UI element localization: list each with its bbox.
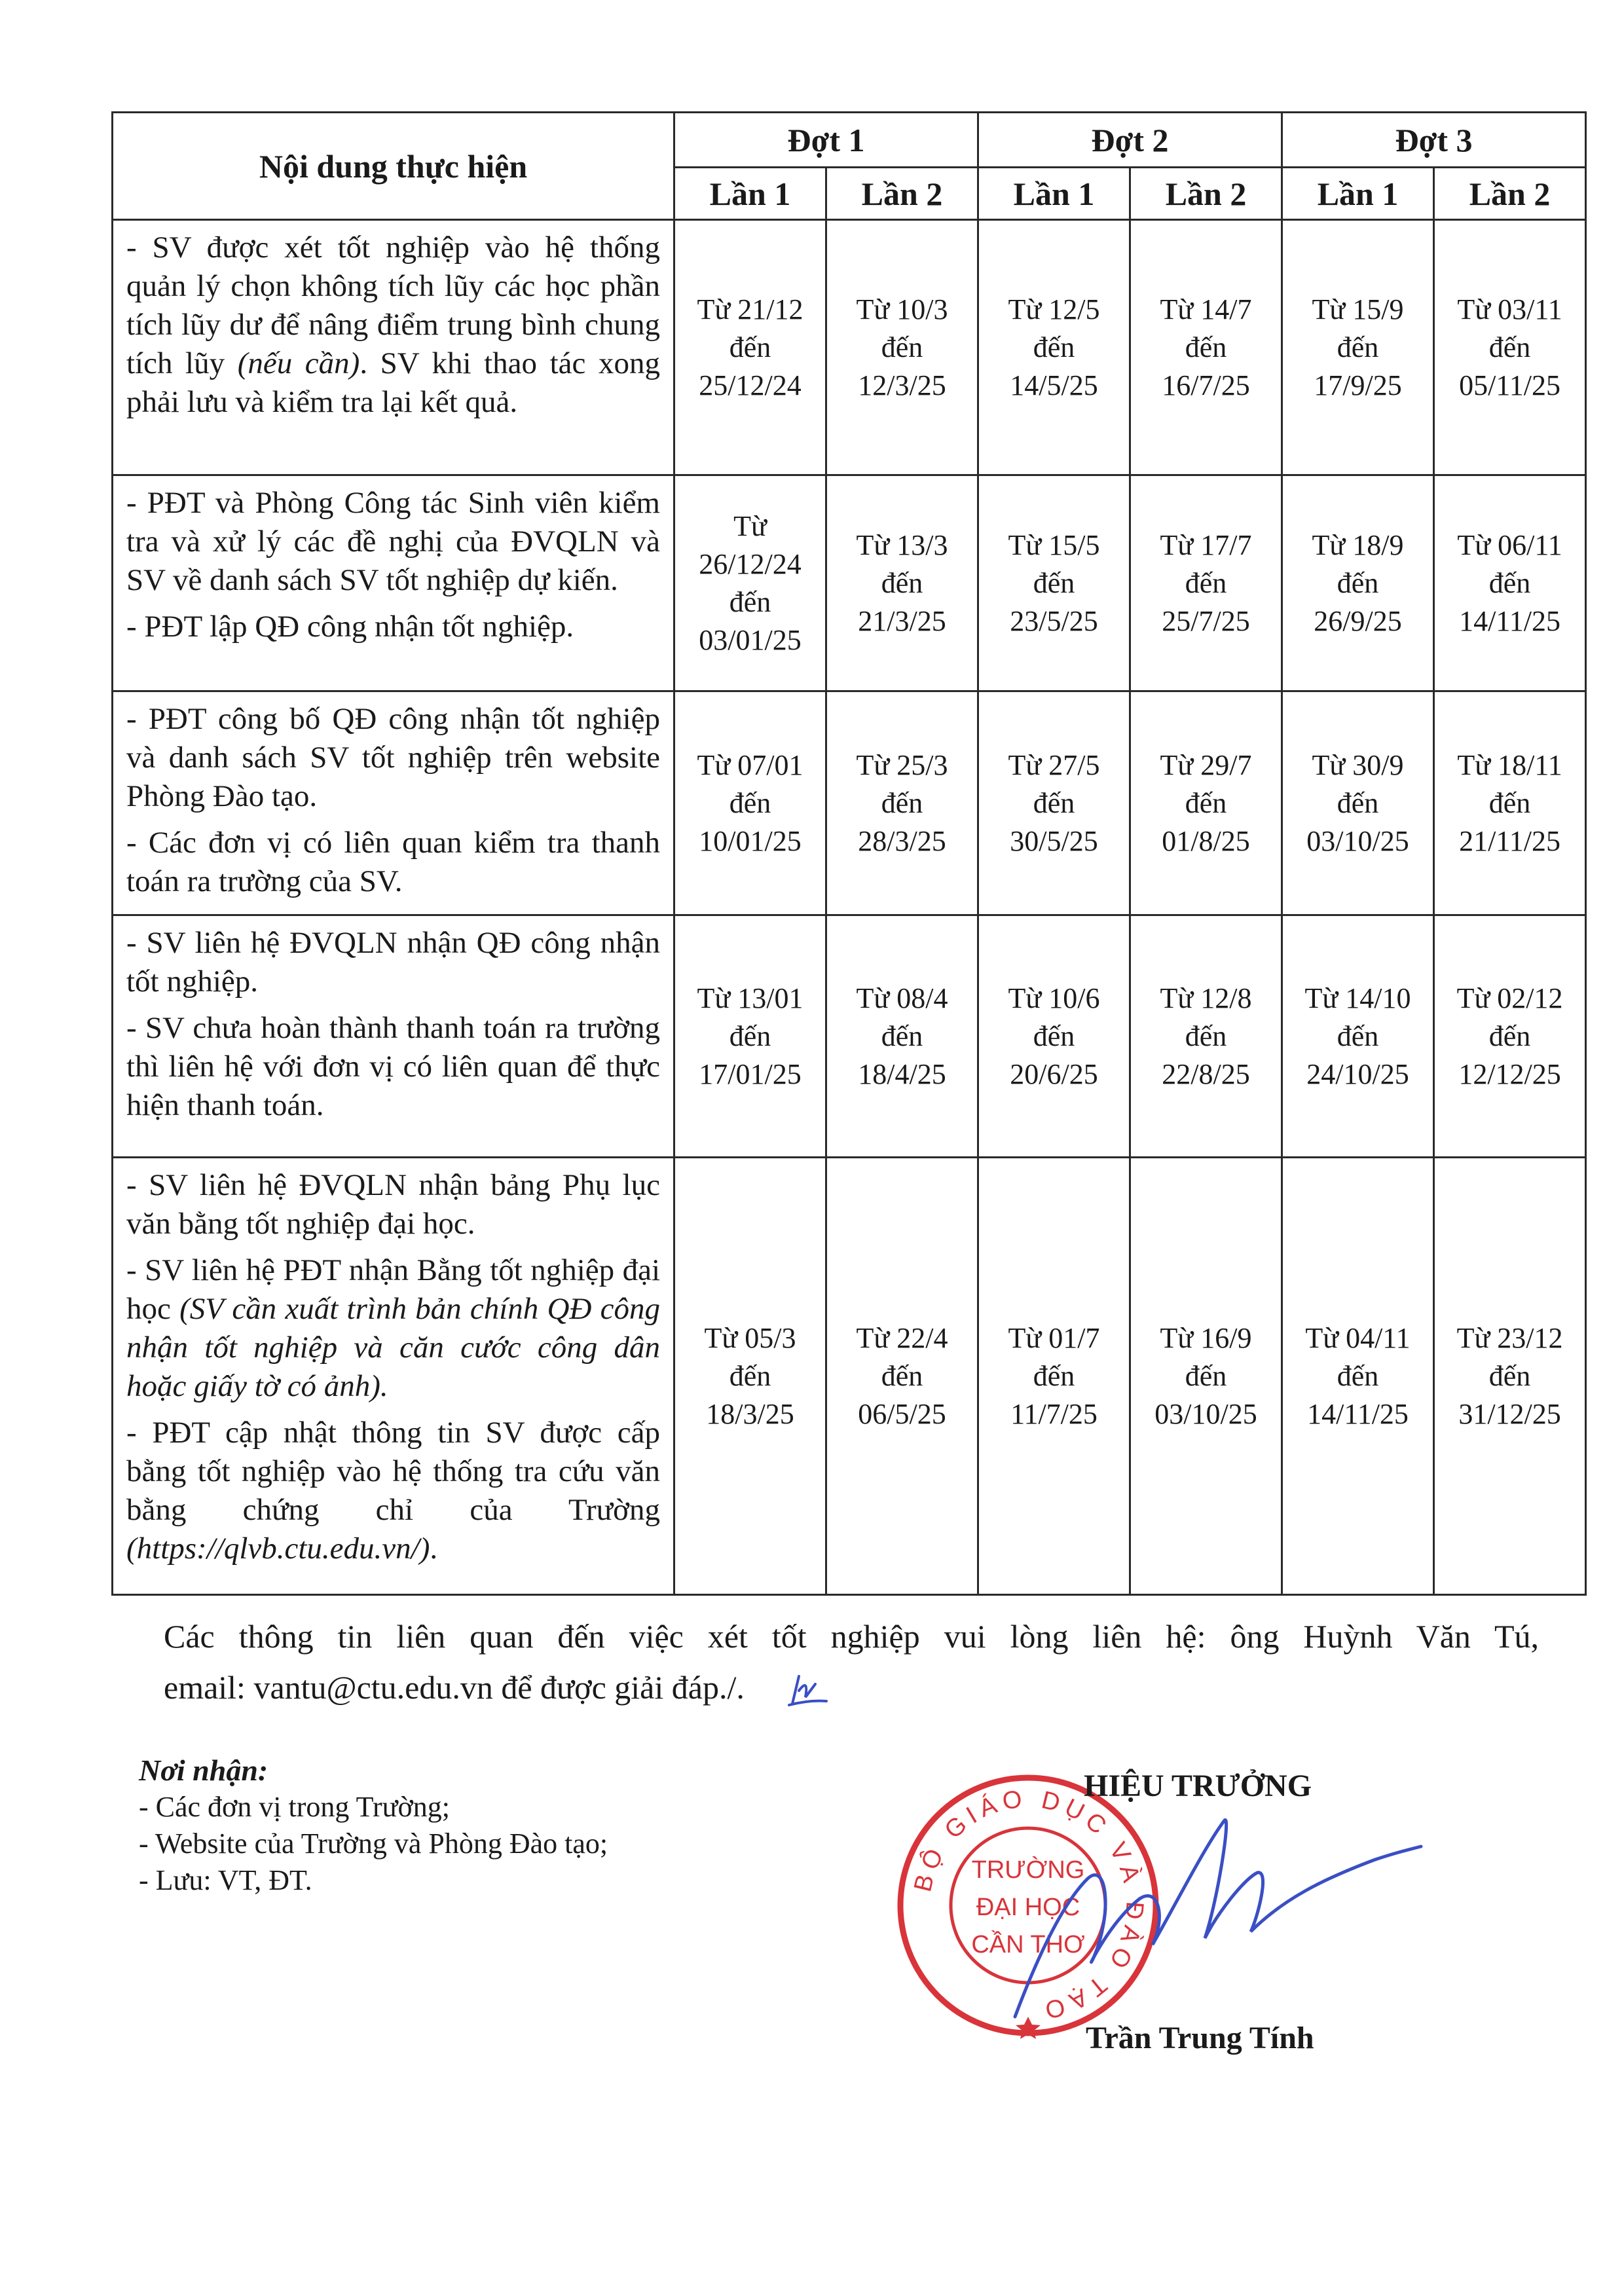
table-row <box>113 915 1586 1158</box>
date-cell: Từ 14/10 đến 24/10/25 <box>1282 915 1434 1158</box>
svg-text:BỘ GIÁO DỤC VÀ ĐÀO TẠO: BỘ GIÁO DỤC VÀ ĐÀO TẠO <box>909 1785 1149 2025</box>
round-header-3: Đợt 3 <box>1282 113 1586 168</box>
attempt-header: Lần 1 <box>674 168 826 220</box>
date-cell: Từ 21/12 đến 25/12/24 <box>674 220 826 475</box>
content-header: Nội dung thực hiện <box>113 113 674 220</box>
signer-name: Trần Trung Tính <box>1086 2021 1314 2055</box>
date-cell: Từ 23/12 đến 31/12/25 <box>1434 1158 1586 1595</box>
recipients-block <box>139 1752 608 1899</box>
table-row <box>113 475 1586 691</box>
task-description: - SV được xét tốt nghiệp vào hệ thống quản lý chọn không tích lũy các học phần tích lũy dư để nâng điểm trung bình chung tích lũy (nếu cần). SV khi thao tác xong phải lưu và kiểm tra lại kết quả. <box>113 220 674 475</box>
signer-title: HIỆU TRƯỞNG <box>1084 1769 1312 1803</box>
date-cell: Từ 16/9 đến 03/10/25 <box>1130 1158 1282 1595</box>
table-row <box>113 1158 1586 1595</box>
recipient-item: - Lưu: VT, ĐT. <box>139 1864 312 1896</box>
date-cell: Từ 08/4 đến 18/4/25 <box>826 915 978 1158</box>
date-cell: Từ 17/7 đến 25/7/25 <box>1130 475 1282 691</box>
svg-text:ĐẠI HỌC: ĐẠI HỌC <box>976 1894 1080 1921</box>
table-row <box>113 220 1586 475</box>
date-cell: Từ 06/11 đến 14/11/25 <box>1434 475 1586 691</box>
date-cell: Từ 12/8 đến 22/8/25 <box>1130 915 1282 1158</box>
task-description: - SV liên hệ ĐVQLN nhận QĐ công nhận tốt nghiệp. - SV chưa hoàn thành thanh toán ra trường thì liên hệ với đơn vị có liên quan để thực hiện thanh toán. <box>113 915 674 1158</box>
initials-mark <box>786 1671 832 1710</box>
contact-paragraph: Các thông tin liên quan đến việc xét tốt nghiệp vui lòng liên hệ: ông Huỳnh Văn Tú, <box>164 1618 1539 1655</box>
date-cell: Từ 10/3 đến 12/3/25 <box>826 220 978 475</box>
svg-text:TRƯỜNG: TRƯỜNG <box>971 1856 1085 1884</box>
handwritten-signature <box>1008 1807 1428 2023</box>
attempt-header: Lần 2 <box>826 168 978 220</box>
date-cell: Từ 14/7 đến 16/7/25 <box>1130 220 1282 475</box>
round-header-2: Đợt 2 <box>978 113 1282 168</box>
date-cell: Từ 10/6 đến 20/6/25 <box>978 915 1130 1158</box>
date-cell: Từ 29/7 đến 01/8/25 <box>1130 691 1282 915</box>
attempt-header: Lần 2 <box>1130 168 1282 220</box>
recipient-item: - Các đơn vị trong Trường; <box>139 1791 450 1823</box>
date-cell: Từ 05/3 đến 18/3/25 <box>674 1158 826 1595</box>
date-cell: Từ 27/5 đến 30/5/25 <box>978 691 1130 915</box>
round-header-1: Đợt 1 <box>674 113 978 168</box>
svg-text:CẦN THƠ: CẦN THƠ <box>971 1931 1085 1958</box>
date-cell: Từ 07/01 đến 10/01/25 <box>674 691 826 915</box>
recipients-title: Nơi nhận: <box>139 1753 268 1787</box>
attempt-header: Lần 1 <box>978 168 1130 220</box>
date-cell: Từ 13/01 đến 17/01/25 <box>674 915 826 1158</box>
date-cell: Từ 15/9 đến 17/9/25 <box>1282 220 1434 475</box>
date-cell: Từ 13/3 đến 21/3/25 <box>826 475 978 691</box>
date-cell: Từ 18/11 đến 21/11/25 <box>1434 691 1586 915</box>
date-cell: Từ 02/12 đến 12/12/25 <box>1434 915 1586 1158</box>
task-description: - SV liên hệ ĐVQLN nhận bảng Phụ lục văn bằng tốt nghiệp đại học. - SV liên hệ PĐT nhận Bằng tốt nghiệp đại học (SV cần xuất trình bản chính QĐ công nhận tốt nghiệp và căn cước công dân hoặc giấy tờ có ảnh). - PĐT cập nhật thông tin SV được cấp bằng tốt nghiệp vào hệ thống tra cứu văn bằng chứng chỉ của Trường (https://qlvb.ctu.edu.vn/). <box>113 1158 674 1595</box>
date-cell: Từ 25/3 đến 28/3/25 <box>826 691 978 915</box>
date-cell: Từ 22/4 đến 06/5/25 <box>826 1158 978 1595</box>
date-cell: Từ 18/9 đến 26/9/25 <box>1282 475 1434 691</box>
date-cell: Từ 03/11 đến 05/11/25 <box>1434 220 1586 475</box>
table-row <box>113 691 1586 915</box>
attempt-header: Lần 1 <box>1282 168 1434 220</box>
date-cell: Từ 12/5 đến 14/5/25 <box>978 220 1130 475</box>
task-description: - PĐT và Phòng Công tác Sinh viên kiểm tra và xử lý các đề nghị của ĐVQLN và SV về danh sách SV tốt nghiệp dự kiến. - PĐT lập QĐ công nhận tốt nghiệp. <box>113 475 674 691</box>
task-description: - PĐT công bố QĐ công nhận tốt nghiệp và danh sách SV tốt nghiệp trên website Phòng Đào tạo. - Các đơn vị có liên quan kiểm tra thanh toán ra trường của SV. <box>113 691 674 915</box>
date-cell: Từ 26/12/24 đến 03/01/25 <box>674 475 826 691</box>
attempt-header: Lần 2 <box>1434 168 1586 220</box>
contact-email-line: email: vantu@ctu.edu.vn để được giải đáp./. <box>164 1669 745 1706</box>
date-cell: Từ 04/11 đến 14/11/25 <box>1282 1158 1434 1595</box>
recipient-item: - Website của Trường và Phòng Đào tạo; <box>139 1827 608 1860</box>
schedule-table <box>111 111 1587 1596</box>
date-cell: Từ 01/7 đến 11/7/25 <box>978 1158 1130 1595</box>
date-cell: Từ 30/9 đến 03/10/25 <box>1282 691 1434 915</box>
date-cell: Từ 15/5 đến 23/5/25 <box>978 475 1130 691</box>
